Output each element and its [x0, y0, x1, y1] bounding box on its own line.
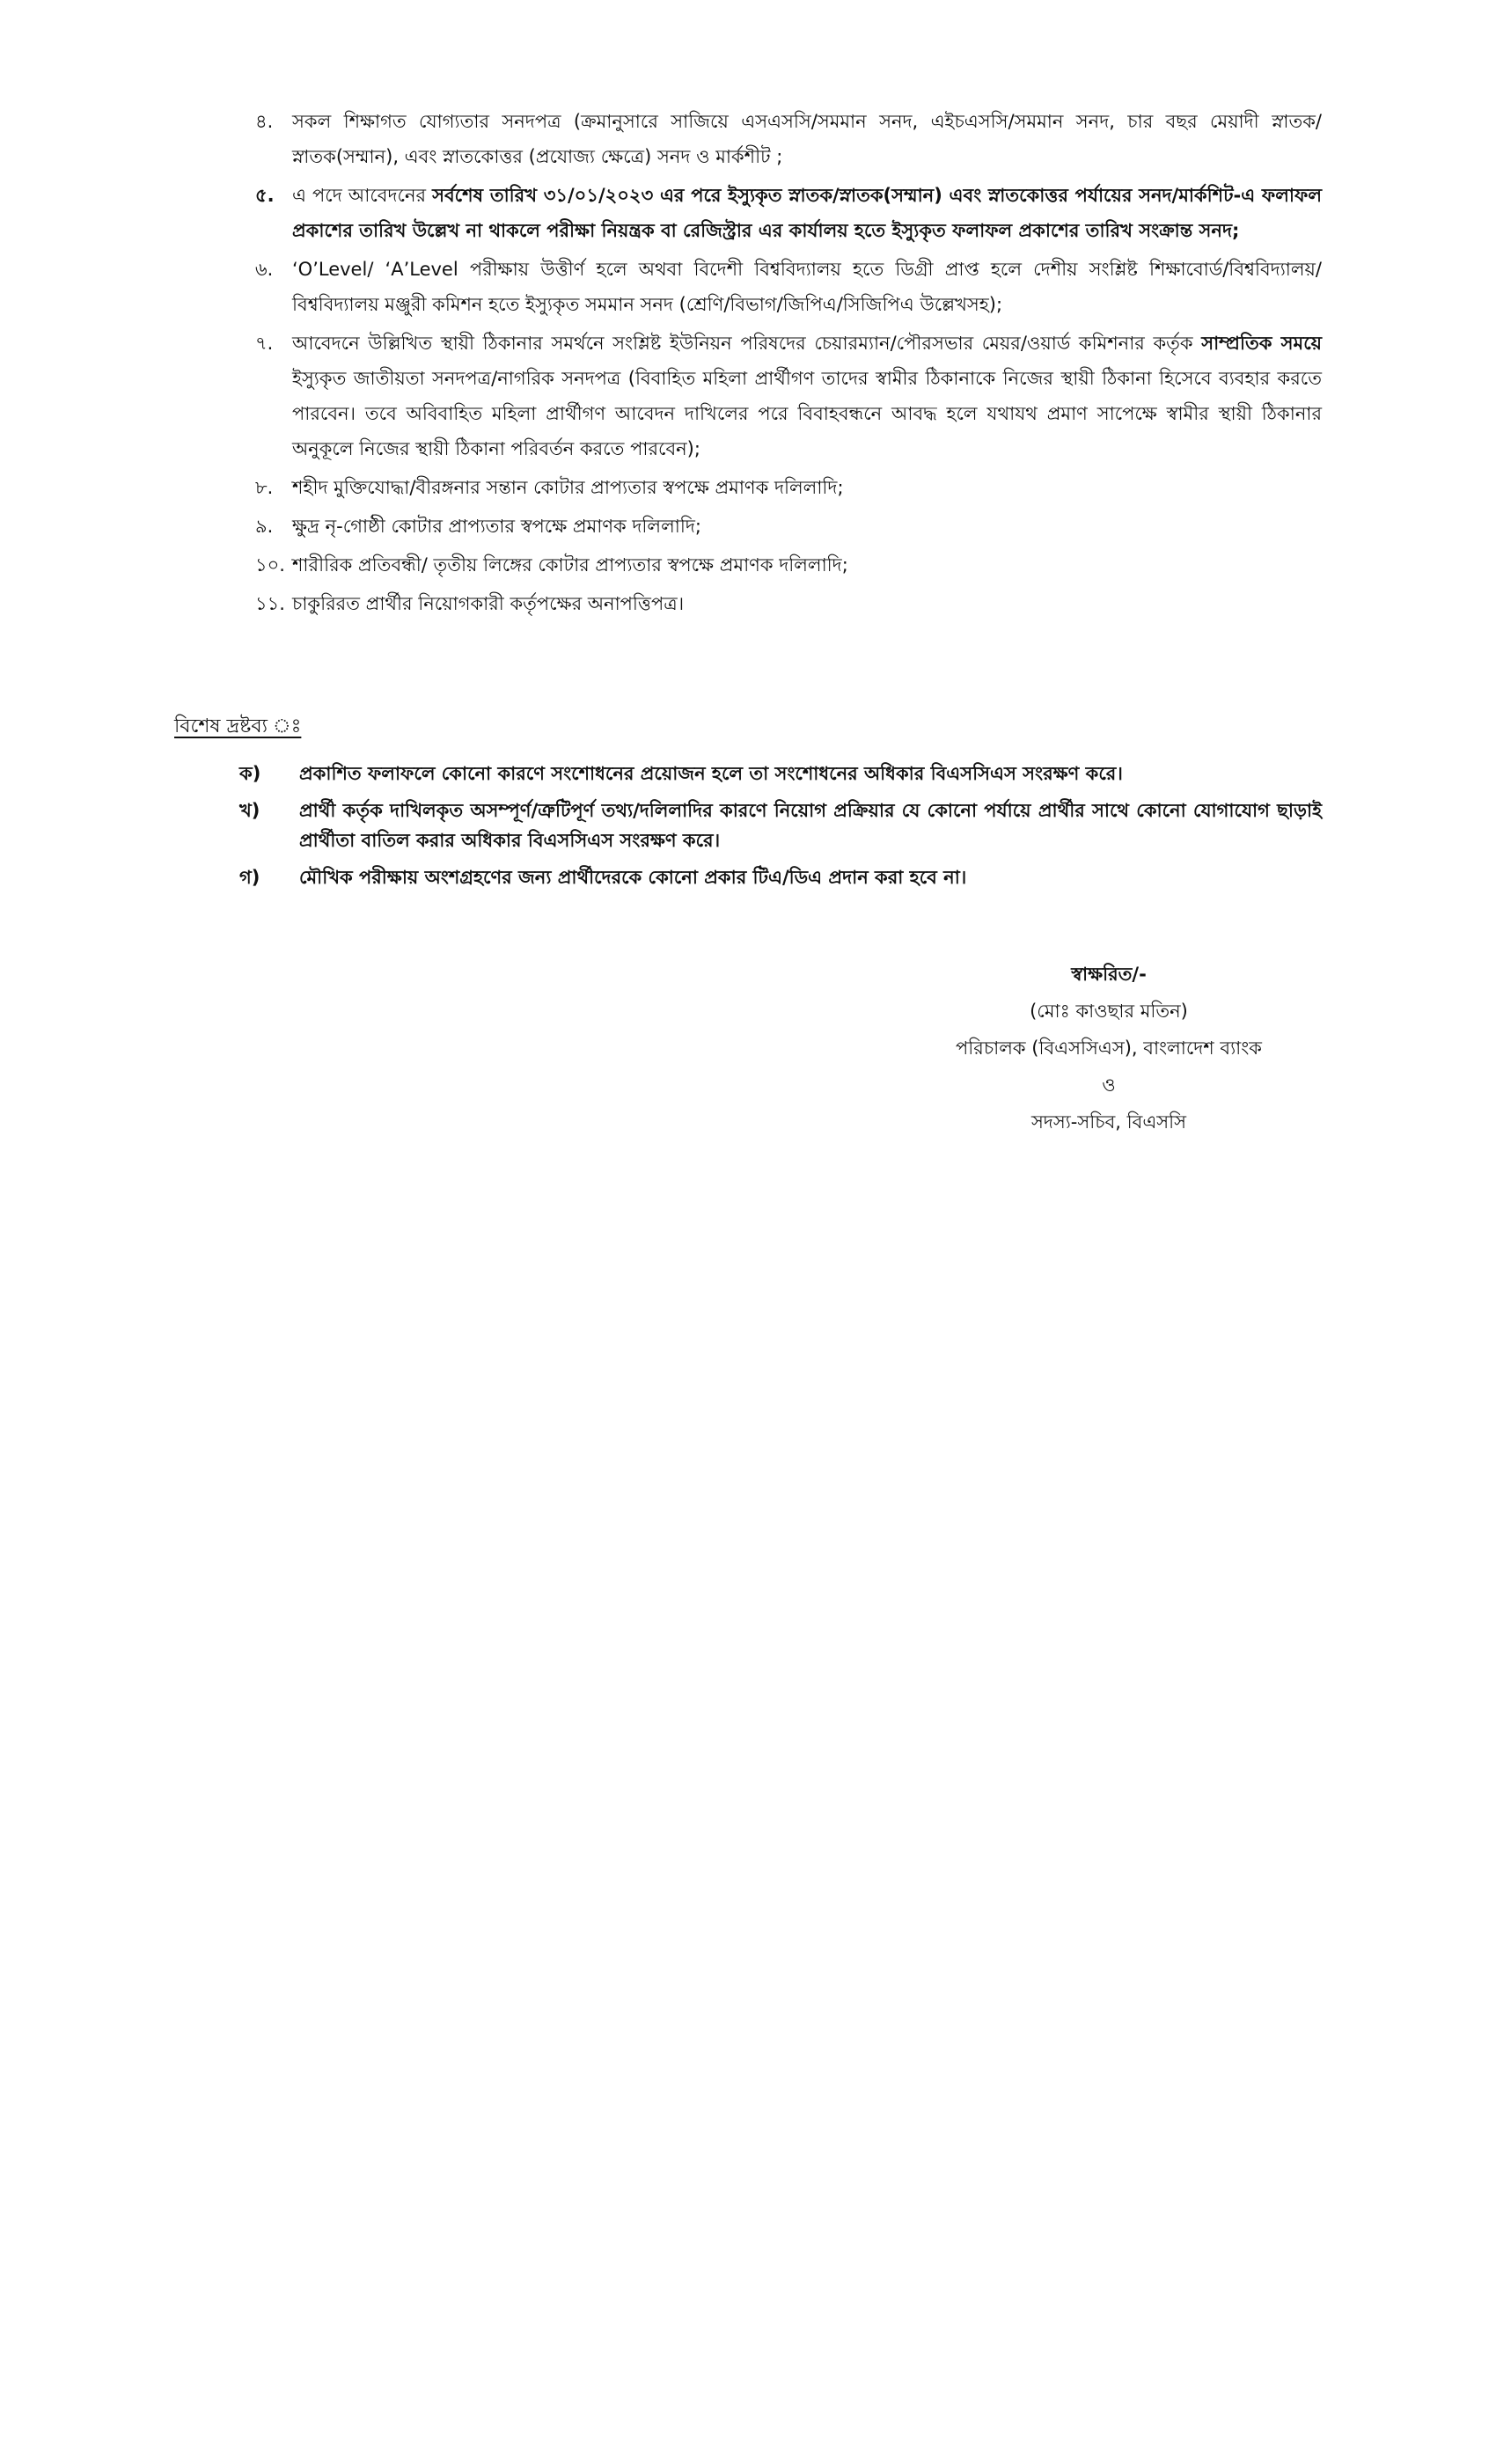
item-text: শহীদ মুক্তিযোদ্ধা/বীরঙ্গনার সন্তান কোটার প্রাপ্যতার স্বপক্ষে প্রমাণক দলিলাদি; — [292, 477, 844, 498]
signature-block — [915, 956, 1302, 1140]
list-item — [255, 252, 1322, 322]
item-text-lead: এ পদে আবেদনের — [292, 185, 433, 206]
item-text: ক্ষুদ্র নৃ-গোষ্ঠী কোটার প্রাপ্যতার স্বপক্ষে প্রমাণক দলিলাদি; — [292, 516, 701, 537]
item-text-lead: আবেদনে উল্লিখিত স্থায়ী ঠিকানার সমর্থনে সংশ্লিষ্ট ইউনিয়ন পরিষদের চেয়ারম্যান/পৌরসভার মেয়র/ওয়ার্ড কমিশনার কর্তৃক — [292, 333, 1202, 354]
signatory-conjunction: ও — [1102, 1074, 1116, 1096]
signatory-designation: পরিচালক (বিএসসিএস), বাংলাদেশ ব্যাংক — [956, 1038, 1262, 1059]
signatory-name: (মোঃ কাওছার মতিন) — [1030, 1001, 1188, 1022]
item-text: সকল শিক্ষাগত যোগ্যতার সনদপত্র (ক্রমানুসারে সাজিয়ে এসএসসি/সমমান সনদ, এইচএসসি/সমমান সনদ, চার বছর মেয়াদী স্নাতক/স্নাতক(সম্মান), এবং স্নাতকোত্তর (প্রযোজ্য ক্ষেত্রে) সনদ ও মার্কশীট ; — [292, 111, 1322, 167]
item-number: ১১. — [255, 593, 285, 614]
item-number: ৮. — [255, 477, 274, 498]
item-number: ৭. — [255, 333, 274, 354]
note-marker: ক) — [239, 763, 261, 784]
note-marker: খ) — [239, 800, 260, 821]
item-text — [292, 326, 1322, 466]
item-text-bold: সাম্প্রতিক সময়ে — [1201, 333, 1323, 354]
list-item — [255, 509, 1322, 544]
note-item — [239, 862, 1322, 892]
special-notes-heading: বিশেষ দ্রষ্টব্য ঃ — [174, 715, 302, 737]
note-item — [239, 796, 1322, 855]
item-number: ৯. — [255, 516, 274, 537]
required-documents-list — [255, 104, 1322, 625]
item-number: ১০. — [255, 554, 285, 576]
list-item — [255, 178, 1322, 248]
item-number: ৬. — [255, 259, 274, 280]
note-marker: গ) — [239, 867, 260, 888]
item-text: ‘O’Level/ ‘A’Level পরীক্ষায় উত্তীর্ণ হলে অথবা বিদেশী বিশ্ববিদ্যালয় হতে ডিগ্রী প্রাপ্ত হলে দেশীয় সংশ্লিষ্ট শিক্ষাবোর্ড/বিশ্ববিদ্যালয়/বিশ্ববিদ্যালয় মঞ্জুরী কমিশন হতে ইস্যুকৃত সমমান সনদ (শ্রেণি/বিভাগ/জিপিএ/সিজিপিএ উল্লেখসহ); — [292, 259, 1322, 315]
note-text: প্রকাশিত ফলাফলে কোনো কারণে সংশোধনের প্রয়োজন হলে তা সংশোধনের অধিকার বিএসসিএস সংরক্ষণ করে। — [299, 763, 1123, 784]
item-text: চাকুরিরত প্রার্থীর নিয়োগকারী কর্তৃপক্ষের অনাপত্তিপত্র। — [292, 593, 685, 614]
special-notes-list — [239, 759, 1322, 899]
note-text: মৌখিক পরীক্ষায় অংশগ্রহণের জন্য প্রার্থীদেরকে কোনো প্রকার টিএ/ডিএ প্রদান করা হবে না। — [299, 867, 967, 888]
note-text: প্রার্থী কর্তৃক দাখিলকৃত অসম্পূর্ণ/ত্রুটিপূর্ণ তথ্য/দলিলাদির কারণে নিয়োগ প্রক্রিয়ার যে কোনো পর্যায়ে প্রার্থীর সাথে কোনো যোগাযোগ ছাড়াই প্রার্থীতা বাতিল করার অধিকার বিএসসিএস সংরক্ষণ করে। — [299, 800, 1322, 851]
item-number: ৫. — [255, 185, 275, 206]
list-item — [255, 470, 1322, 505]
item-number: ৪. — [255, 111, 274, 132]
item-text-tail: ইস্যুকৃত জাতীয়তা সনদপত্র/নাগরিক সনদপত্র (বিবাহিত মহিলা প্রার্থীগণ তাদের স্বামীর ঠিকানাকে নিজের স্থায়ী ঠিকানা হিসেবে ব্যবহার করতে পারবেন। তবে অবিবাহিত মহিলা প্রার্থীগণ আবেদন দাখিলের পরে বিবাহবন্ধনে আবদ্ধ হলে যথাযথ প্রমাণ সাপেক্ষে স্বামীর স্থায়ী ঠিকানার অনুকূলে নিজের স্থায়ী ঠিকানা পরিবর্তন করতে পারবেন); — [292, 368, 1322, 459]
list-item — [255, 104, 1322, 174]
list-item — [255, 326, 1322, 466]
signatory-role: সদস্য-সচিব, বিএসসি — [1030, 1111, 1187, 1133]
signed-mark: স্বাক্ষরিত/- — [1071, 964, 1147, 985]
list-item — [255, 547, 1322, 583]
list-item — [255, 586, 1322, 621]
note-item — [239, 759, 1322, 788]
item-text: শারীরিক প্রতিবন্ধী/ তৃতীয় লিঙ্গের কোটার প্রাপ্যতার স্বপক্ষে প্রমাণক দলিলাদি; — [292, 554, 848, 576]
item-text-bold: সর্বশেষ তারিখ ৩১/০১/২০২৩ এর পরে ইস্যুকৃত স্নাতক/স্নাতক(সম্মান) এবং স্নাতকোত্তর পর্যায়ের সনদ/মার্কশিট-এ ফলাফল প্রকাশের তারিখ উল্লেখ না থাকলে পরীক্ষা নিয়ন্ত্রক বা রেজিস্ট্রার এর কার্যালয় হতে ইস্যুকৃত ফলাফল প্রকাশের তারিখ সংক্রান্ত সনদ; — [292, 185, 1323, 241]
item-text — [292, 178, 1322, 248]
